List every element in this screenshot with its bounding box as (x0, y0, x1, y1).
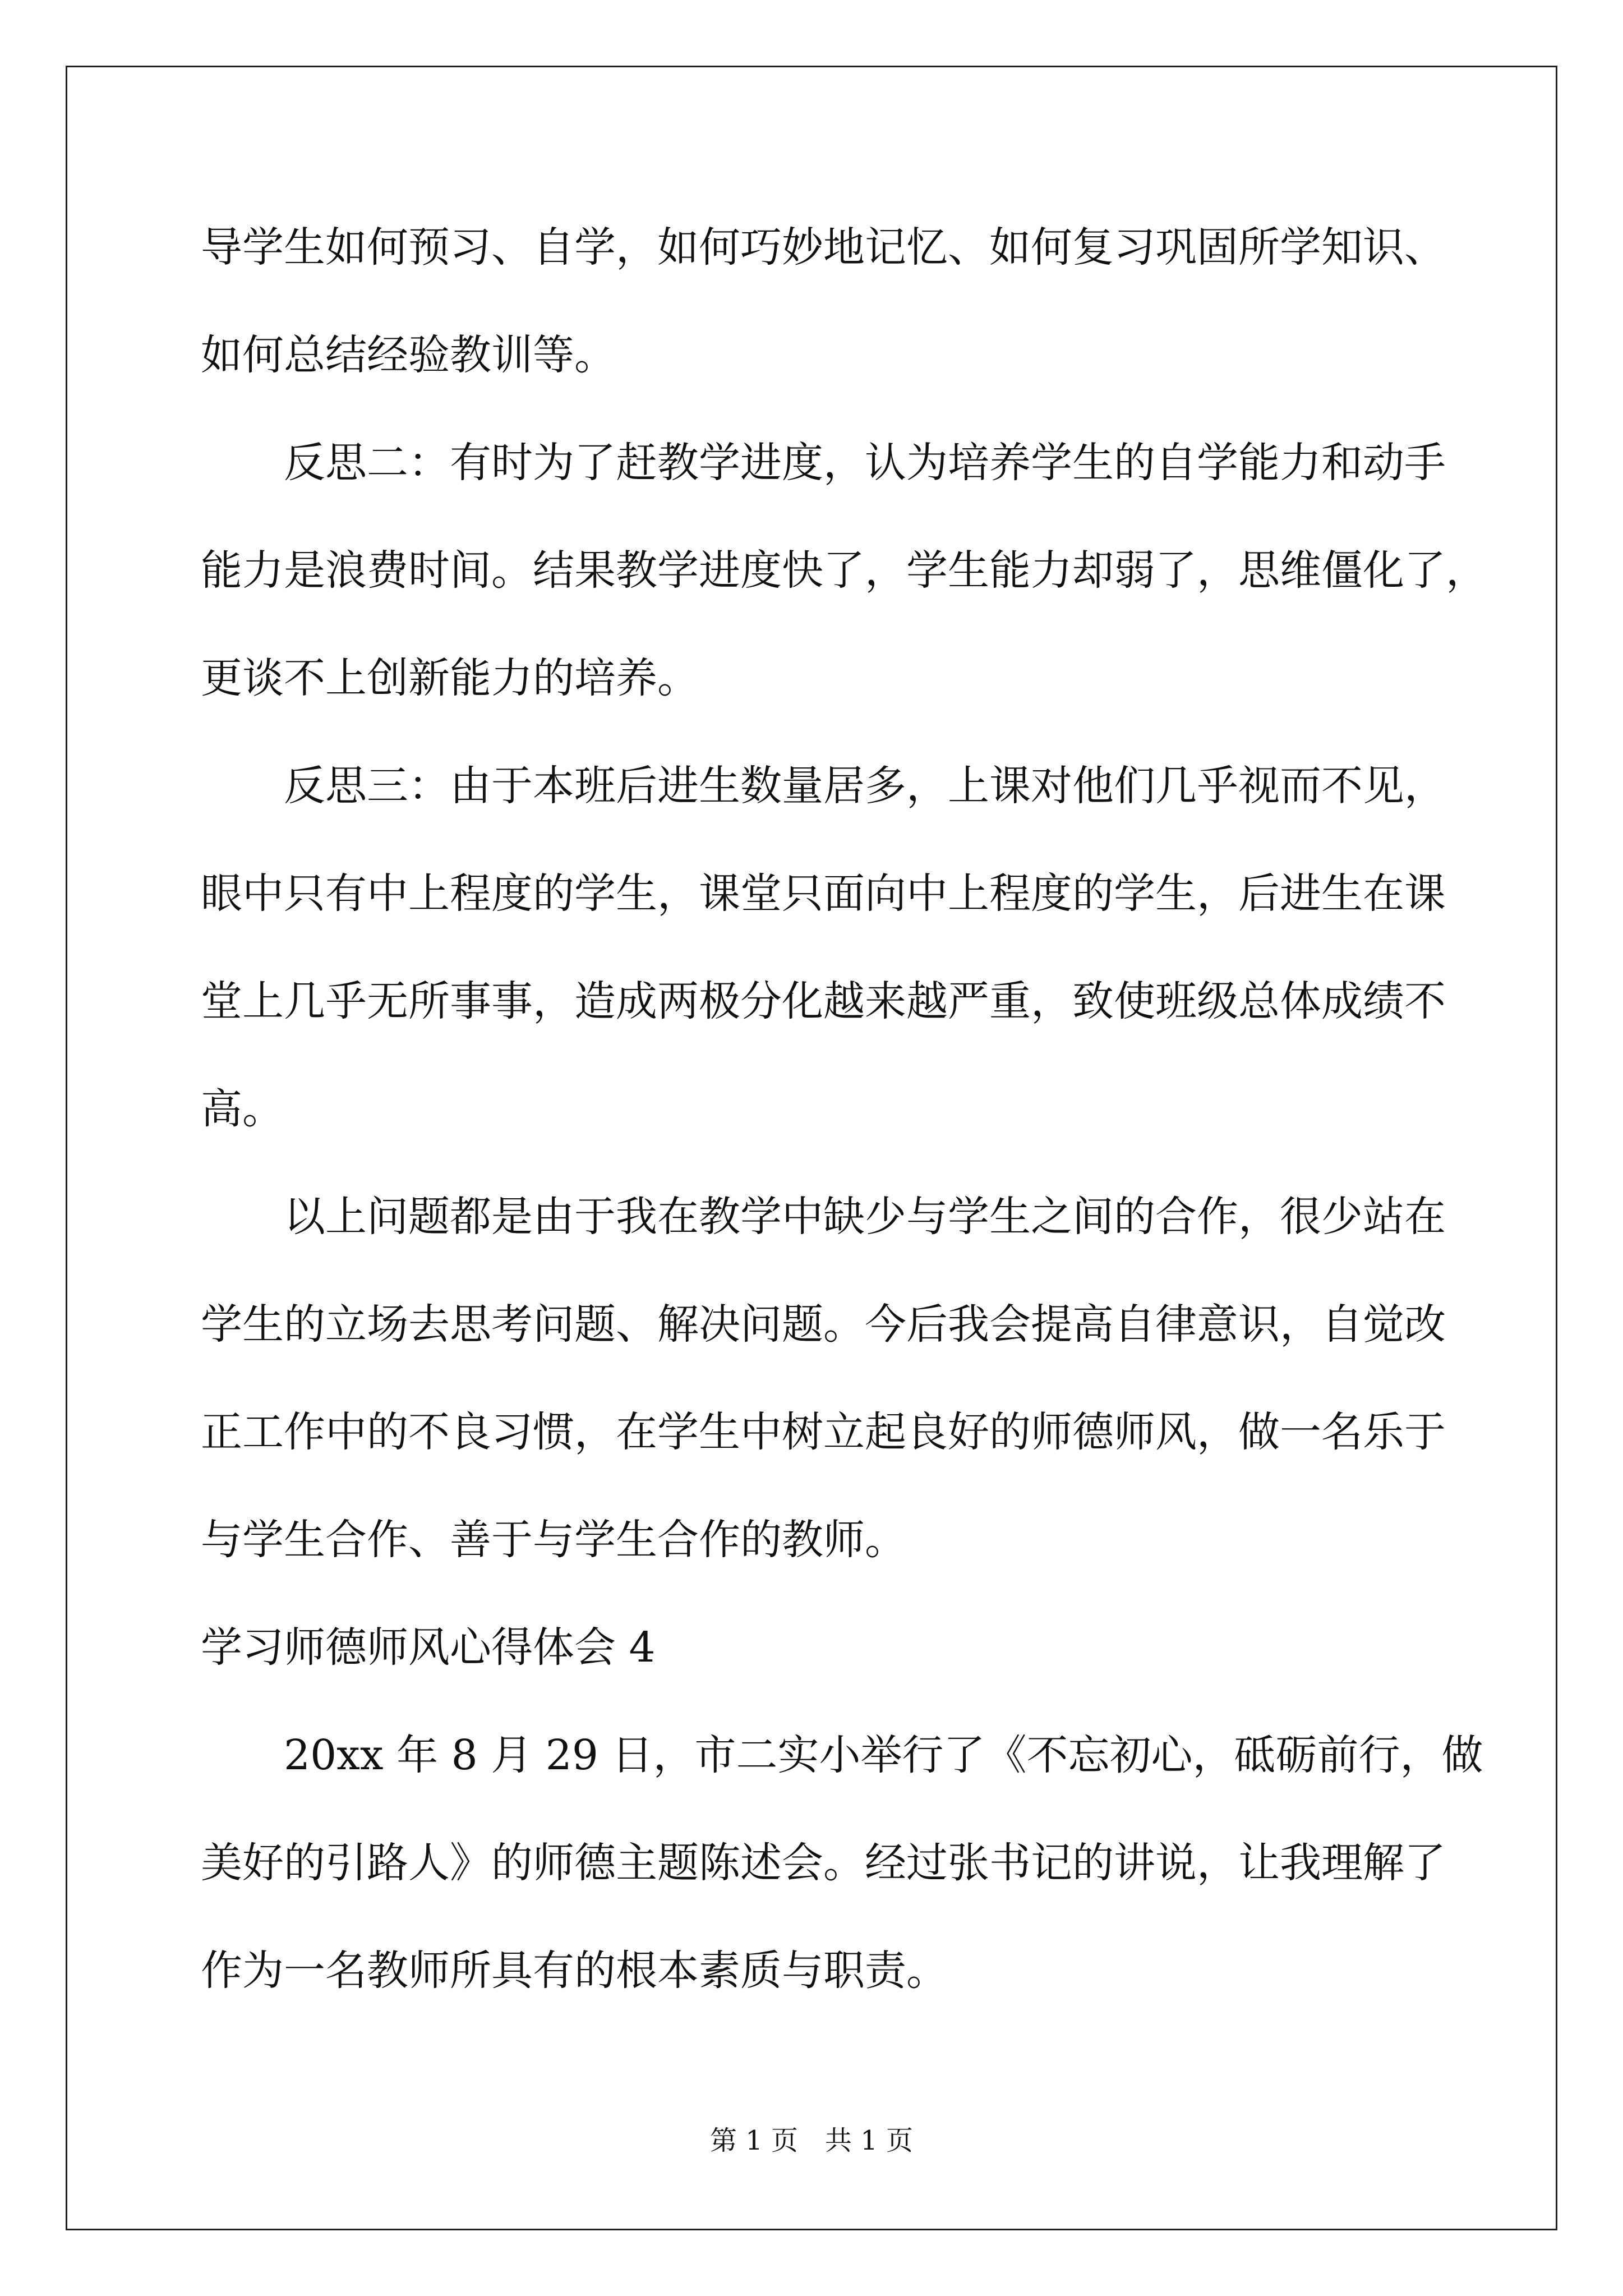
text-line: 学生的立场去思考问题、解决问题。今后我会提高自律意识，自觉改 (201, 1300, 1446, 1349)
text-line: 眼中只有中上程度的学生，课堂只面向中上程度的学生，后进生在课 (201, 869, 1446, 918)
text-line: 与学生合作、善于与学生合作的教师。 (201, 1516, 906, 1564)
text-line: 高。 (201, 1085, 284, 1133)
paragraph-start-line: 反思二：有时为了赶教学进度，认为培养学生的自学能力和动手 (284, 439, 1446, 487)
text-line: 美好的引路人》的师德主题陈述会。经过张书记的讲说，让我理解了 (201, 1839, 1446, 1887)
document-body (201, 194, 1487, 2024)
paragraph-start-line: 20xx 年 8 月 29 日，市二实小举行了《不忘初心，砥砺前行，做 (284, 1731, 1483, 1779)
paragraph-start-line: 以上问题都是由于我在教学中缺少与学生之间的合作，很少站在 (284, 1193, 1446, 1241)
text-line: 更谈不上创新能力的培养。 (201, 654, 699, 702)
section-heading: 学习师德师风心得体会 4 (201, 1623, 656, 1672)
text-line: 能力是浪费时间。结果教学进度快了，学生能力却弱了，思维僵化了， (201, 546, 1487, 595)
text-line: 作为一名教师所具有的根本素质与职责。 (201, 1947, 948, 1995)
paragraph-start-line: 反思三：由于本班后进生数量居多，上课对他们几乎视而不见， (284, 762, 1446, 810)
text-line: 堂上几乎无所事事，造成两极分化越来越严重，致使班级总体成绩不 (201, 977, 1446, 1025)
text-line: 正工作中的不良习惯，在学生中树立起良好的师德师风，做一名乐于 (201, 1408, 1446, 1456)
text-line: 导学生如何预习、自学，如何巧妙地记忆、如何复习巩固所学知识、 (201, 223, 1446, 272)
text-line: 如何总结经验教训等。 (201, 331, 616, 379)
page-number-footer: 第 1 页 共 1 页 (709, 2125, 914, 2156)
